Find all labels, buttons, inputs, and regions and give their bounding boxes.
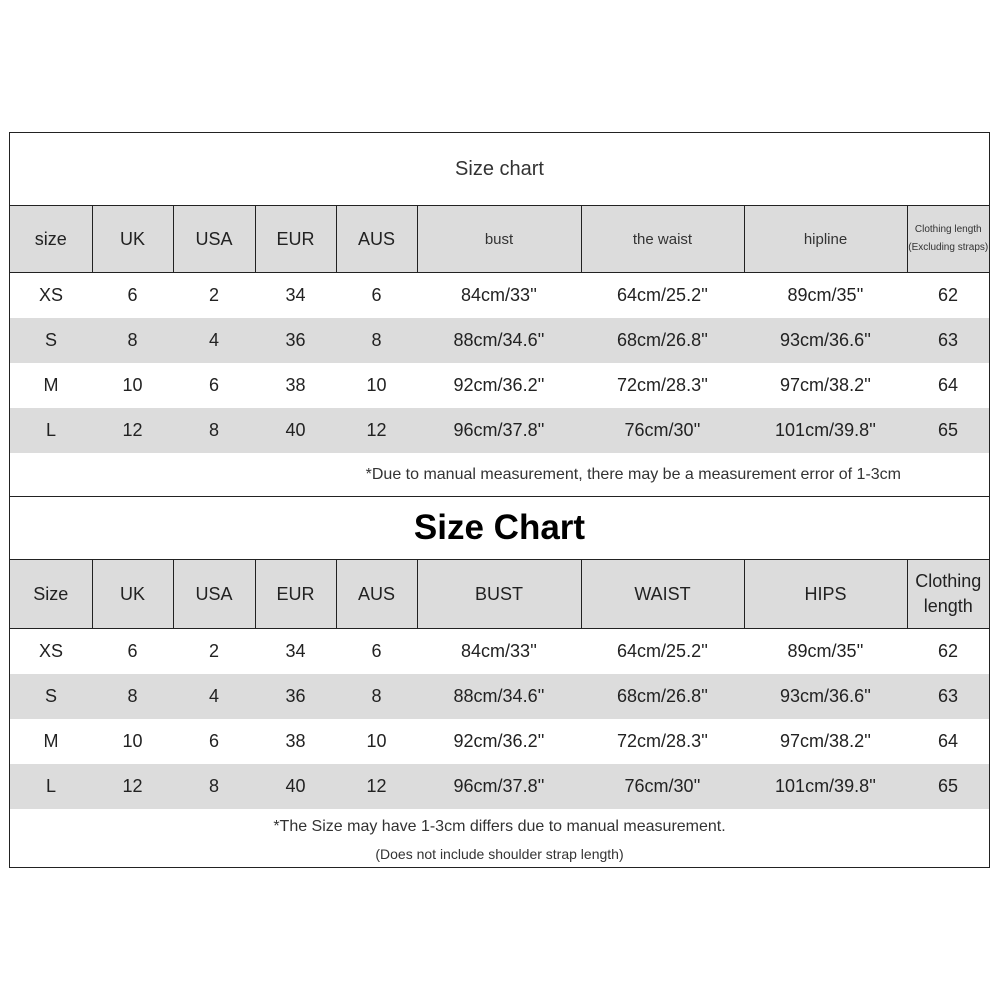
header-cell: AUS: [336, 206, 417, 273]
header-line: (Excluding straps): [908, 242, 989, 253]
chart-title: Size Chart: [10, 497, 989, 560]
table-cell: M: [43, 731, 59, 751]
table-cell: 38: [285, 731, 306, 751]
table-cell: 96cm/37.8'': [417, 764, 581, 809]
table-cell: 93cm/36.6'': [744, 318, 907, 363]
header-cell: [907, 206, 989, 273]
table-cell: 62: [937, 641, 959, 661]
table-cell: 6: [371, 285, 382, 305]
table-cell: 63: [907, 674, 989, 719]
table-cell: 6: [208, 375, 219, 395]
table-cell: 6: [371, 641, 382, 661]
table-cell: L: [10, 764, 92, 809]
table-cell: 62: [937, 285, 959, 305]
table-cell: 6: [208, 731, 219, 751]
table-cell: 89cm/35'': [787, 285, 864, 305]
table-row: [10, 273, 989, 319]
table-cell: 64cm/25.2'': [617, 285, 708, 305]
table-cell: 10: [366, 375, 387, 395]
table-cell: 68cm/26.8'': [581, 674, 744, 719]
table-cell: 10: [122, 731, 143, 751]
table-cell: 97cm/38.2'': [780, 731, 871, 751]
table-cell: 97cm/38.2'': [780, 375, 871, 395]
measurement-notes: [10, 809, 989, 862]
table-cell: 8: [92, 674, 173, 719]
table-cell: 6: [127, 285, 138, 305]
table-cell: 36: [255, 674, 336, 719]
table-cell: XS: [38, 641, 63, 661]
table-cell: 2: [208, 285, 219, 305]
table-cell: 38: [285, 375, 306, 395]
table-cell: 12: [92, 408, 173, 453]
table-cell: 40: [255, 408, 336, 453]
table-cell: XS: [38, 285, 63, 305]
table-cell: 72cm/28.3'': [617, 375, 708, 395]
table-cell: 88cm/34.6'': [417, 318, 581, 363]
header-cell: Size: [10, 560, 92, 629]
header-line: length: [923, 596, 973, 616]
header-cell: WAIST: [581, 560, 744, 629]
header-cell: AUS: [336, 560, 417, 629]
header-cell: EUR: [255, 206, 336, 273]
table-row: [10, 764, 989, 809]
size-chart-bottom: [9, 496, 990, 868]
table-cell: 65: [907, 408, 989, 453]
table-header-row: [10, 206, 989, 273]
header-cell: [907, 560, 989, 629]
table-cell: S: [10, 674, 92, 719]
table-cell: 96cm/37.8'': [417, 408, 581, 453]
header-cell: size: [10, 206, 92, 273]
table-row: [10, 408, 989, 453]
table-cell: 64: [937, 375, 959, 395]
table-cell: 93cm/36.6'': [744, 674, 907, 719]
table-cell: S: [10, 318, 92, 363]
table-cell: 6: [127, 641, 138, 661]
table-cell: 92cm/36.2'': [453, 731, 545, 751]
table-cell: 64: [937, 731, 959, 751]
table-cell: 72cm/28.3'': [617, 731, 708, 751]
table-row: [10, 318, 989, 363]
header-cell: the waist: [581, 206, 744, 273]
table-cell: 4: [173, 674, 255, 719]
header-cell: bust: [417, 206, 581, 273]
size-table: [10, 560, 989, 809]
chart-title: Size chart: [10, 133, 989, 206]
header-cell: BUST: [417, 560, 581, 629]
header-cell: UK: [92, 560, 173, 629]
header-cell: USA: [173, 206, 255, 273]
table-cell: 40: [255, 764, 336, 809]
table-cell: 36: [255, 318, 336, 363]
table-cell: 76cm/30'': [581, 764, 744, 809]
header-line: Clothing length: [914, 224, 982, 235]
size-table: [10, 206, 989, 453]
table-cell: 84cm/33'': [461, 641, 537, 661]
table-cell: 8: [336, 318, 417, 363]
table-cell: 88cm/34.6'': [417, 674, 581, 719]
size-chart-top: [9, 132, 990, 496]
table-cell: L: [10, 408, 92, 453]
table-cell: 64cm/25.2'': [617, 641, 708, 661]
header-cell: UK: [92, 206, 173, 273]
table-cell: 2: [208, 641, 219, 661]
header-cell: HIPS: [744, 560, 907, 629]
header-cell: USA: [173, 560, 255, 629]
table-header-row: [10, 560, 989, 629]
table-cell: 84cm/33'': [461, 285, 537, 305]
header-line: Clothing: [915, 571, 982, 591]
table-row: [10, 674, 989, 719]
strap-note: (Does not include shoulder strap length): [375, 846, 624, 862]
table-row: [10, 719, 989, 764]
table-cell: 92cm/36.2'': [453, 375, 545, 395]
table-cell: 12: [336, 764, 417, 809]
measurement-note: *Due to manual measurement, there may be a measurement error of 1-3cm: [10, 453, 989, 497]
table-cell: 34: [285, 641, 306, 661]
table-cell: 12: [92, 764, 173, 809]
table-row: [10, 363, 989, 408]
table-cell: 8: [336, 674, 417, 719]
table-cell: 8: [92, 318, 173, 363]
table-cell: 4: [173, 318, 255, 363]
table-cell: 65: [907, 764, 989, 809]
table-cell: 34: [285, 285, 306, 305]
table-cell: 89cm/35'': [787, 641, 864, 661]
table-cell: 76cm/30'': [581, 408, 744, 453]
table-cell: 12: [336, 408, 417, 453]
table-cell: 101cm/39.8'': [744, 408, 907, 453]
table-cell: 8: [173, 764, 255, 809]
table-cell: 10: [366, 731, 387, 751]
table-cell: 63: [907, 318, 989, 363]
table-cell: 101cm/39.8'': [744, 764, 907, 809]
table-cell: M: [43, 375, 59, 395]
table-cell: 10: [122, 375, 143, 395]
table-cell: 8: [173, 408, 255, 453]
measurement-note: *The Size may have 1-3cm differs due to manual measurement.: [273, 818, 726, 835]
table-row: [10, 629, 989, 675]
header-cell: EUR: [255, 560, 336, 629]
table-cell: 68cm/26.8'': [581, 318, 744, 363]
header-cell: hipline: [744, 206, 907, 273]
